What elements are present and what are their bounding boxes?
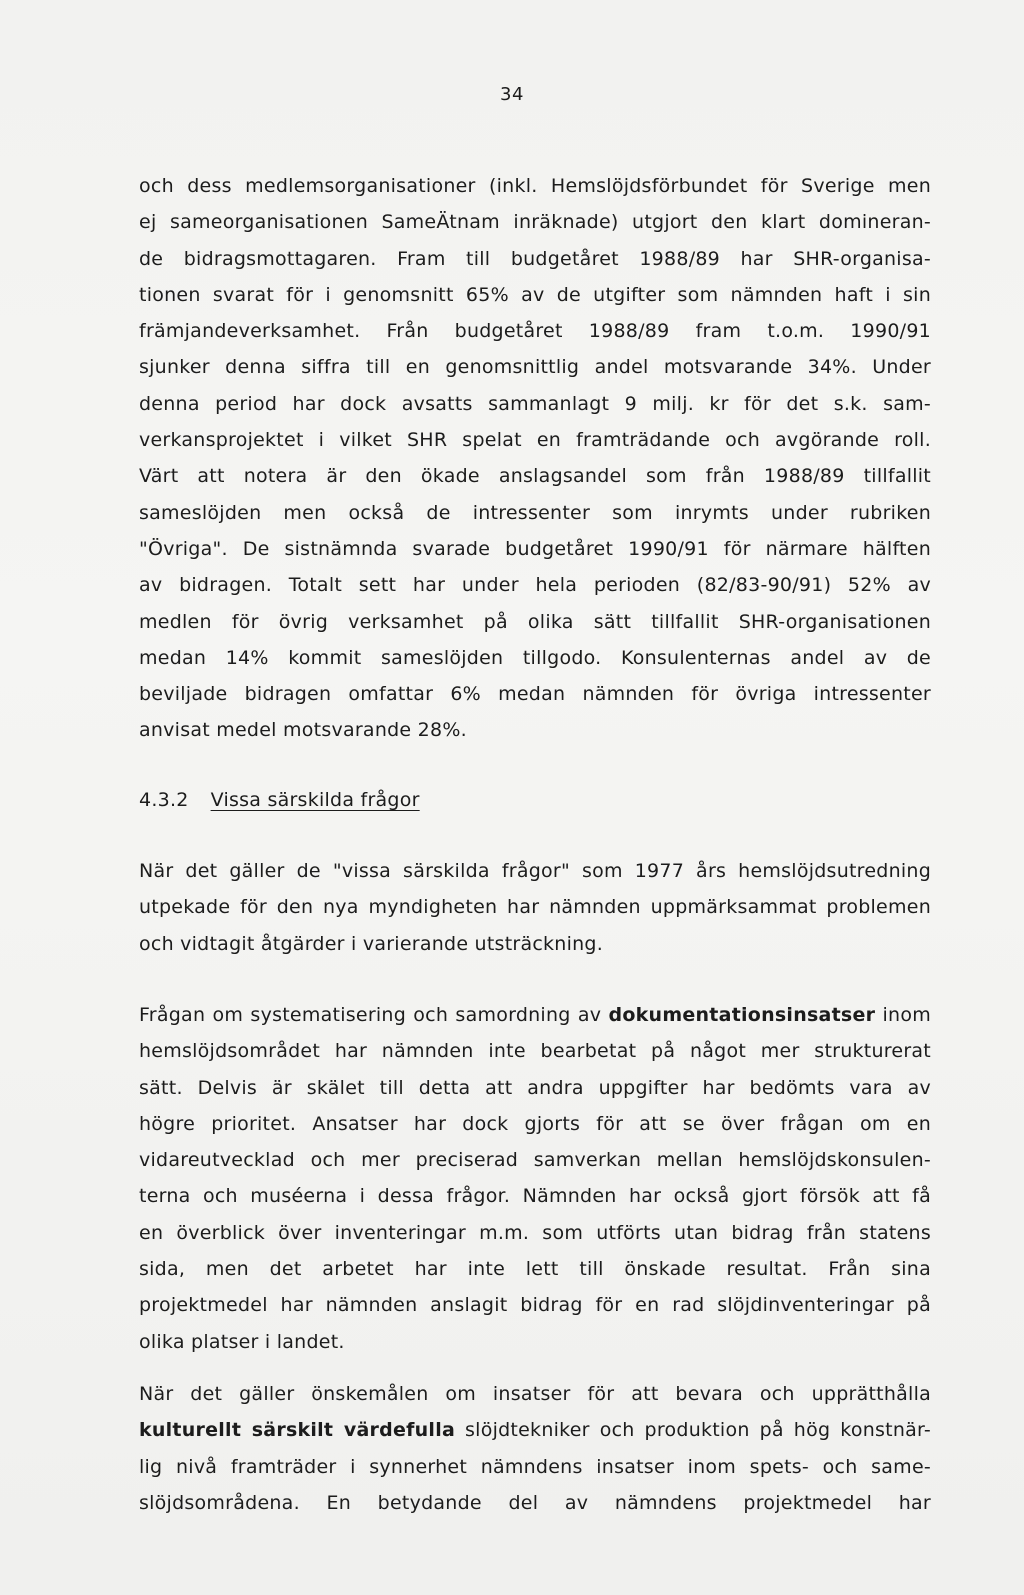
text-line: högre prioritet. Ansatser har dock gjorts för att se över frågan om en bbox=[139, 1112, 931, 1135]
paragraph-funding-distribution bbox=[139, 168, 931, 749]
paragraph-documentation bbox=[139, 997, 931, 1360]
text-line bbox=[139, 1412, 931, 1448]
text-line: slöjdsområdena. En betydande del av nämndens projektmedel har bbox=[139, 1491, 931, 1514]
text-line: beviljade bidragen omfattar 6% medan nämnden för övriga intressenter bbox=[139, 683, 931, 706]
text-line: och vidtagit åtgärder i varierande utsträckning. bbox=[139, 932, 604, 955]
paragraph-cultural-techniques bbox=[139, 1376, 931, 1521]
text-line: projektmedel har nämnden anslagit bidrag för en rad slöjdinventeringar på bbox=[139, 1294, 931, 1317]
text-line: en överblick över inventeringar m.m. som utförts utan bidrag från statens bbox=[139, 1221, 931, 1244]
text-line: lig nivå framträder i synnerhet nämndens insatser inom spets- och same- bbox=[139, 1455, 931, 1478]
text-line: verkansprojektet i vilket SHR spelat en framträdande och avgörande roll. bbox=[139, 429, 931, 452]
text-fragment: slöjdtekniker och produktion på hög konstnär- bbox=[465, 1419, 931, 1442]
section-number: 4.3.2 bbox=[139, 789, 189, 811]
text-line: När det gäller de "vissa särskilda frågor" som 1977 års hemslöjdsutredning bbox=[139, 860, 931, 882]
text-line: anvisat medel motsvarande 28%. bbox=[139, 719, 467, 742]
text-line: sida, men det arbetet har inte lett till önskade resultat. Från sina bbox=[139, 1258, 931, 1281]
text-fragment: inom bbox=[882, 1004, 931, 1026]
text-line: "Övriga". De sistnämnda svarade budgetåret 1990/91 för närmare hälften bbox=[139, 537, 931, 560]
text-line: Värt att notera är den ökade anslagsandel som från 1988/89 tillfallit bbox=[139, 465, 931, 488]
text-line: olika platser i landet. bbox=[139, 1330, 345, 1353]
text-line: av bidragen. Totalt sett har under hela perioden (82/83-90/91) 52% av bbox=[139, 574, 931, 597]
text-line: och dess medlemsorganisationer (inkl. Hemslöjdsförbundet för Sverige men bbox=[139, 175, 931, 197]
text-line: sjunker denna siffra till en genomsnittlig andel motsvarande 34%. Under bbox=[139, 356, 931, 379]
text-line: de bidragsmottagaren. Fram till budgetåret 1988/89 har SHR-organisa- bbox=[139, 247, 931, 270]
text-line: sätt. Delvis är skälet till detta att andra uppgifter har bedömts vara av bbox=[139, 1076, 931, 1099]
text-line: vidareutvecklad och mer preciserad samverkan mellan hemslöjdskonsulen- bbox=[139, 1149, 931, 1172]
text-line: medan 14% kommit sameslöjden tillgodo. Konsulenternas andel av de bbox=[139, 646, 931, 669]
text-line: denna period har dock avsatts sammanlagt 9 milj. kr för det s.k. sam- bbox=[139, 392, 931, 415]
text-line bbox=[139, 997, 931, 1033]
text-line: medlen för övrig verksamhet på olika sätt tillfallit SHR-organisationen bbox=[139, 610, 931, 633]
text-line: terna och muséerna i dessa frågor. Nämnden har också gjort försök att få bbox=[139, 1185, 931, 1208]
text-line: utpekade för den nya myndigheten har nämnden uppmärksammat problemen bbox=[139, 896, 931, 919]
text-line: främjandeverksamhet. Från budgetåret 1988/89 fram t.o.m. 1990/91 bbox=[139, 320, 931, 343]
page-number: 34 bbox=[500, 84, 524, 105]
text-line: tionen svarat för i genomsnitt 65% av de utgifter som nämnden haft i sin bbox=[139, 283, 931, 306]
text-line: sameslöjden men också de intressenter som inrymts under rubriken bbox=[139, 501, 931, 524]
text-line: ej sameorganisationen SameÄtnam inräknade) utgjort den klart domineran- bbox=[139, 211, 931, 234]
text-line: När det gäller önskemålen om insatser för att bevara och upprätthålla bbox=[139, 1383, 931, 1405]
paragraph-special-questions bbox=[139, 853, 931, 962]
section-title: Vissa särskilda frågor bbox=[210, 789, 420, 811]
bold-term: kulturellt särskilt värdefulla bbox=[139, 1419, 456, 1442]
bold-term: dokumentationsinsatser bbox=[608, 1004, 876, 1026]
text-fragment: Frågan om systematisering och samordning av bbox=[139, 1004, 602, 1026]
text-line: hemslöjdsområdet har nämnden inte bearbetat på något mer strukturerat bbox=[139, 1040, 931, 1063]
section-heading bbox=[139, 782, 420, 818]
